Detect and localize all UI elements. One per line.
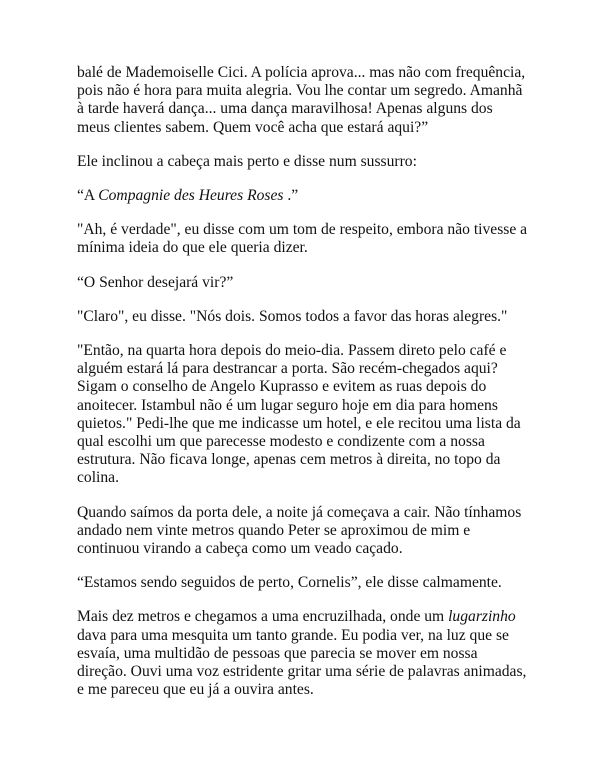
paragraph-3-text-open: “A (77, 187, 99, 205)
paragraph-8-text: Quando saímos da porta dele, a noite já começava a cair. Não tínhamos andado nem vinte metros quando Peter se aproximou de mim e continuou virando a cabeça como um veado caçado. (77, 503, 522, 558)
paragraph-7-text: "Então, na quarta hora depois do meio-dia. Passem direto pelo café e alguém estará lá para destrancar a porta. São recém-chegados aqui? Sigam o conselho de Angelo Kuprasso e evitem as ruas depois do anoitecer. Istambul não é um lugar seguro hoje em dia para homens quietos." Pedi-lhe que me indicasse um hotel, e ele recitou uma lista da qual escolhi um que parecesse modesto e condizente com a nossa estrutura. Não ficava longe, apenas cem metros à direita, no topo da colina. (77, 342, 521, 487)
paragraph-2-text: Ele inclinou a cabeça mais perto e disse num sussurro: (77, 152, 417, 170)
paragraph-4 (77, 221, 529, 257)
paragraph-10-text-close: dava para uma mesquita um tanto grande. Eu podia ver, na luz que se esvaía, uma multidão de pessoas que parecia se mover em nossa direção. Ouvi uma voz estridente gritar uma série de palavras animadas, e me pareceu que eu já a ouvira antes. (77, 626, 527, 699)
paragraph-4-text: "Ah, é verdade", eu disse com um tom de respeito, embora não tivesse a mínima ideia do que ele queria dizer. (77, 221, 528, 257)
paragraph-1 (77, 64, 529, 137)
paragraph-10 (77, 608, 529, 699)
paragraph-6 (77, 308, 529, 326)
paragraph-10-italic-word: lugarzinho (448, 608, 516, 626)
paragraph-2 (77, 153, 529, 171)
paragraph-3-italic-title: Compagnie des Heures Roses (98, 187, 284, 205)
paragraph-3 (77, 187, 529, 205)
paragraph-10-text-open: Mais dez metros e chegamos a uma encruzilhada, onde um (77, 608, 449, 626)
paragraph-7 (77, 342, 529, 488)
paragraph-9 (77, 574, 529, 592)
paragraph-1-text: balé de Mademoiselle Cici. A polícia aprova... mas não com frequência, pois não é hora para muita alegria. Vou lhe contar um segredo. Amanhã à tarde haverá dança... uma dança maravilhosa! Apenas alguns dos meus clientes sabem. Quem você acha que estará aqui?” (77, 64, 526, 136)
paragraph-6-text: "Claro", eu disse. "Nós dois. Somos todos a favor das horas alegres." (77, 307, 508, 325)
paragraph-9-text: “Estamos sendo seguidos de perto, Cornelis”, ele disse calmamente. (77, 574, 502, 592)
paragraph-5-text: “O Senhor desejará vir?” (77, 273, 234, 291)
paragraph-5 (77, 274, 529, 292)
paragraph-3-text-close: .” (283, 187, 299, 205)
document-page (77, 64, 529, 699)
paragraph-8 (77, 504, 529, 559)
